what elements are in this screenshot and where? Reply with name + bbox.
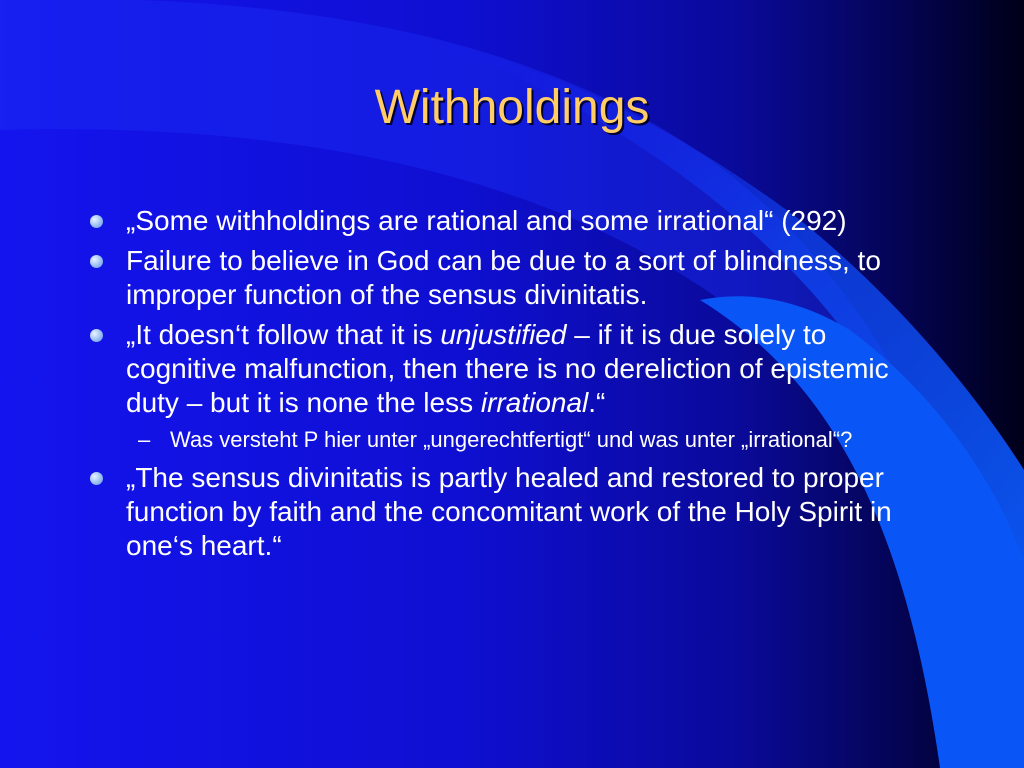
bullet-text-part: „It doesn‘t follow that it is <box>126 319 441 350</box>
bullet-item <box>88 244 928 312</box>
bullet-text-part: .“ <box>588 387 606 418</box>
bullet-text: Failure to believe in God can be due to a sort of blindness, to improper function of the sensus divinitatis. <box>126 245 881 310</box>
dash-bullet-icon: – <box>138 427 151 452</box>
bullet-text: „The sensus divinitatis is partly healed and restored to proper function by faith and the concomitant work of the Holy Spirit in one‘s heart.“ <box>126 462 892 561</box>
bullet-item <box>88 204 928 238</box>
bullet-list <box>88 204 928 569</box>
slide-title: Withholdings <box>374 81 650 134</box>
sphere-bullet-icon <box>90 255 103 268</box>
bullet-text-part: – if it is due solely to cognitive malfunction, then there is no dereliction of epistemic duty – but it is none the less <box>126 319 889 418</box>
sphere-bullet-icon <box>90 329 103 342</box>
sphere-bullet-icon <box>90 472 103 485</box>
bullet-italic-irrational: irrational <box>480 387 589 418</box>
sub-bullet-item <box>88 426 928 453</box>
bullet-text: „Some withholdings are rational and some irrational“ (292) <box>126 205 847 236</box>
bullet-italic-unjustified: unjustified <box>440 319 567 350</box>
bullet-item <box>88 461 928 563</box>
sub-bullet-text: Was versteht P hier unter „ungerechtfertigt“ und was unter „irrational“? <box>170 427 853 452</box>
bullet-text <box>126 319 889 418</box>
sphere-bullet-icon <box>90 215 103 228</box>
bullet-item <box>88 318 928 420</box>
